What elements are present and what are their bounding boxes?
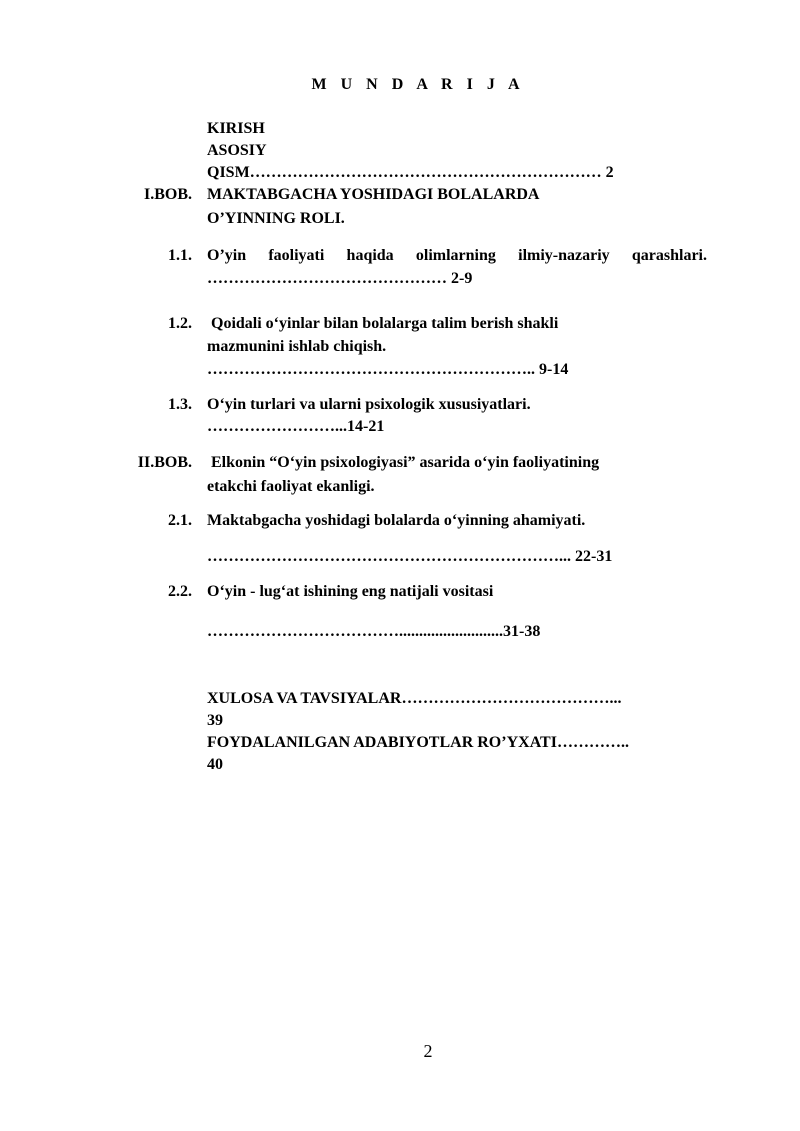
section-1-3-number: 1.3. xyxy=(168,396,192,413)
section-1-3-pages: ……………………...14-21 xyxy=(207,418,385,435)
section-1-1-number: 1.1. xyxy=(168,247,192,264)
chapter-2-title-line-1: Elkonin “Oʻyin psixologiyasi” asarida oʻyin faoliyatining xyxy=(207,454,600,471)
chapter-1-title-line-2: O’YINNING ROLI. xyxy=(207,210,345,227)
section-1-2-title-line-2: mazmunini ishlab chiqish. xyxy=(207,338,387,355)
chapter-1-title-line-1: MAKTABGACHA YOSHIDAGI BOLALARDA xyxy=(207,186,540,203)
page-number: 2 xyxy=(423,1041,433,1061)
section-2-2-pages: ………………………………..........................31-38 xyxy=(207,623,541,640)
toc-asosiy: ASOSIY xyxy=(207,142,267,159)
section-2-1-pages: …………………………………………………………... 22-31 xyxy=(207,548,613,565)
chapter-2-title-line-2: etakchi faoliyat ekanligi. xyxy=(207,478,375,495)
section-2-1-title: Maktabgacha yoshidagi bolalarda oʻyinning ahamiyati. xyxy=(207,512,586,529)
section-1-2-number: 1.2. xyxy=(168,315,192,332)
section-2-2-number: 2.2. xyxy=(168,583,192,600)
chapter-1-number: I.BOB. xyxy=(143,186,192,203)
section-1-1-pages: ……………………………………… 2-9 xyxy=(207,270,473,287)
toc-xulosa-page: 39 xyxy=(207,712,223,729)
toc-adabiyotlar: FOYDALANILGAN ADABIYOTLAR RO’YXATI………….. xyxy=(207,734,629,751)
toc-qism: QISM………………………………………………………… 2 xyxy=(207,164,614,181)
toc-adabiyotlar-page: 40 xyxy=(207,756,223,773)
page-title: M U N D A R I J A xyxy=(311,76,525,93)
section-2-1-number: 2.1. xyxy=(168,512,192,529)
chapter-2-number: II.BOB. xyxy=(137,454,192,471)
toc-kirish: KIRISH xyxy=(207,120,265,137)
section-1-2-title-line-1: Qoidali oʻyinlar bilan bolalarga talim berish shakli xyxy=(207,315,559,332)
section-1-1-title: O’yin faoliyati haqida olimlarning ilmiy-nazariy qarashlari. xyxy=(207,247,707,264)
section-1-2-pages: …………………………………………………….. 9-14 xyxy=(207,361,569,378)
section-1-3-title: Oʻyin turlari va ularni psixologik xususiyatlari. xyxy=(207,396,531,413)
section-2-2-title: Oʻyin - lugʻat ishining eng natijali vositasi xyxy=(207,583,494,600)
toc-xulosa: XULOSA VA TAVSIYALAR…………………………………... xyxy=(207,690,622,707)
